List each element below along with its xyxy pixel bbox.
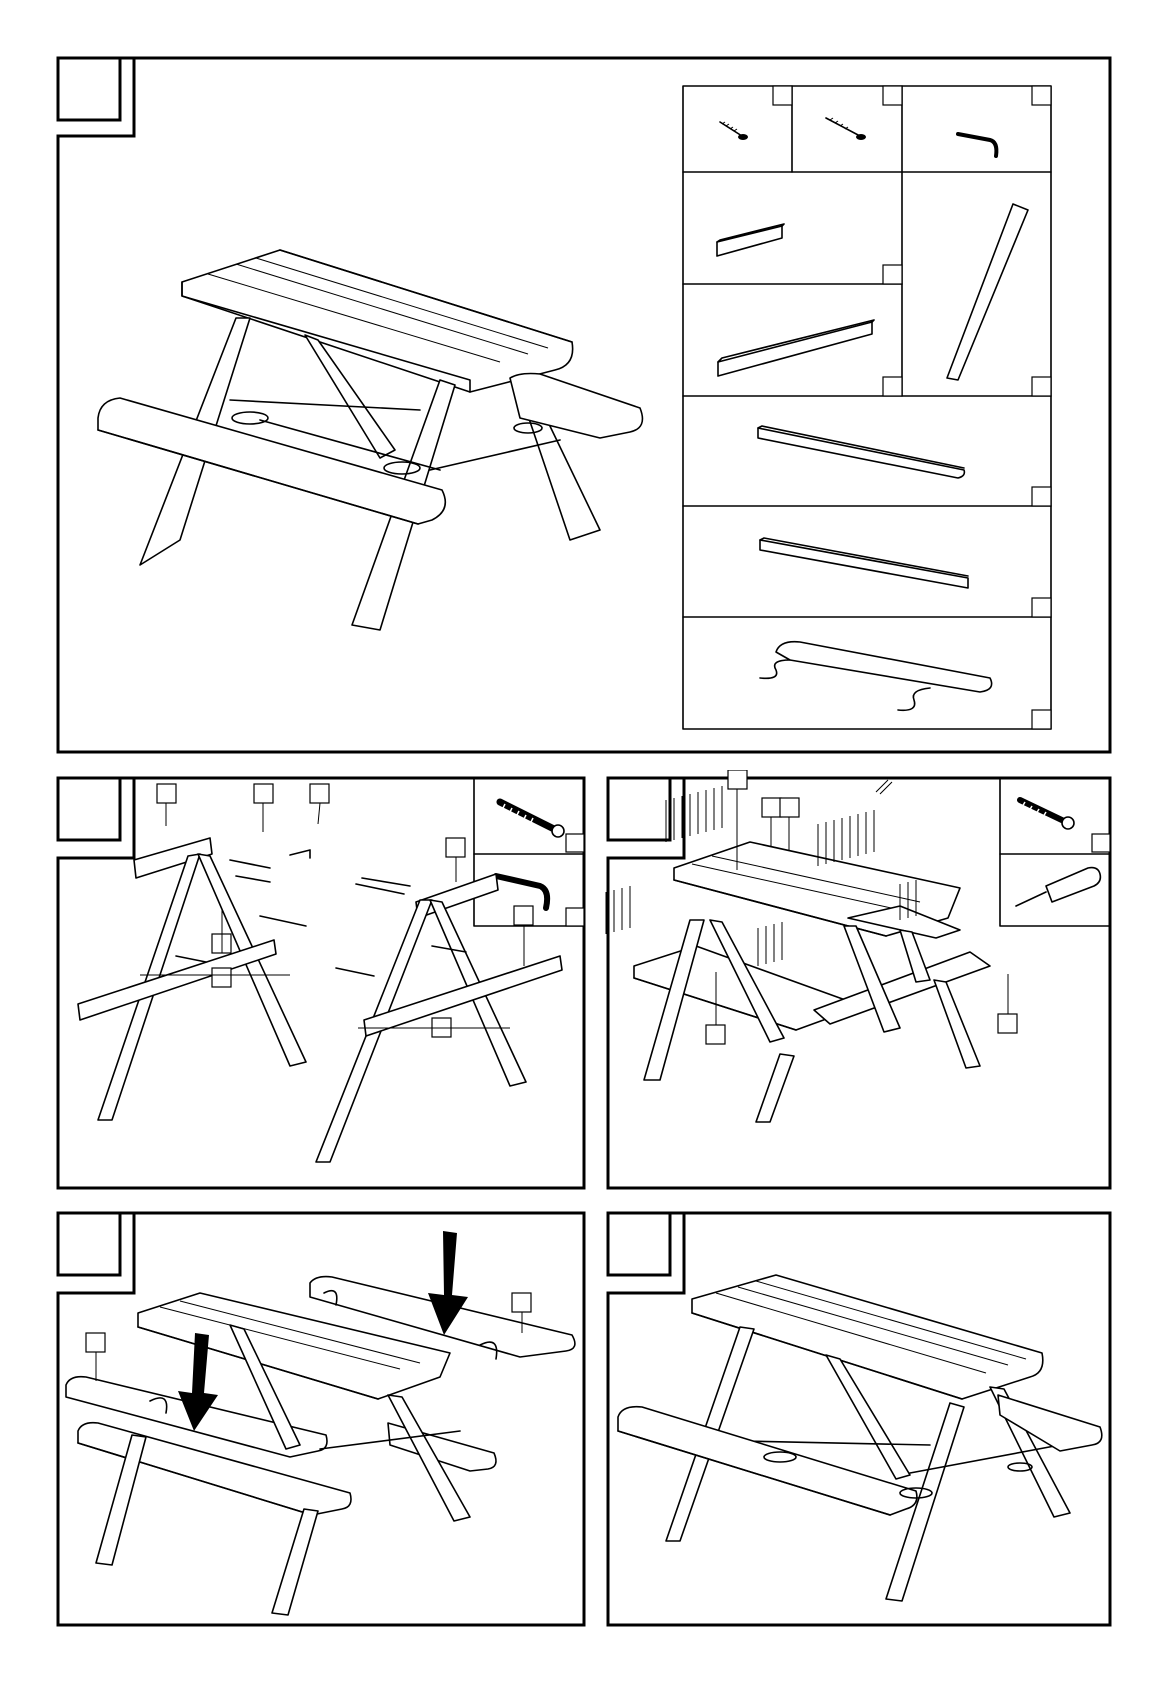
finished-table-drawing xyxy=(618,1275,1102,1601)
panel-plank-fixing xyxy=(600,770,1163,1195)
screwdriver-icon xyxy=(1016,868,1100,906)
step-number-box xyxy=(58,1213,120,1275)
screw-icon xyxy=(1020,800,1074,829)
screw-icon xyxy=(500,802,564,837)
panel-overview xyxy=(0,0,1163,760)
panel-insert-top-planks xyxy=(0,1205,590,1635)
panel-frame-assembly xyxy=(0,770,590,1195)
step-number-box xyxy=(608,1213,670,1275)
panel-finished xyxy=(600,1205,1163,1635)
step-number-box xyxy=(58,778,120,840)
screw-icon xyxy=(826,118,866,140)
table-inserts-drawing xyxy=(66,1277,575,1615)
allen-key-icon xyxy=(496,876,547,908)
a-frame-1-drawing xyxy=(78,838,310,1120)
screw-icon xyxy=(720,122,748,140)
allen-key-icon xyxy=(958,134,996,156)
parts-list xyxy=(683,86,1051,729)
step-number-box xyxy=(58,58,120,120)
table-overview-drawing xyxy=(98,250,642,630)
table-planks-drawing xyxy=(634,842,990,1122)
step-number-box xyxy=(608,778,670,840)
